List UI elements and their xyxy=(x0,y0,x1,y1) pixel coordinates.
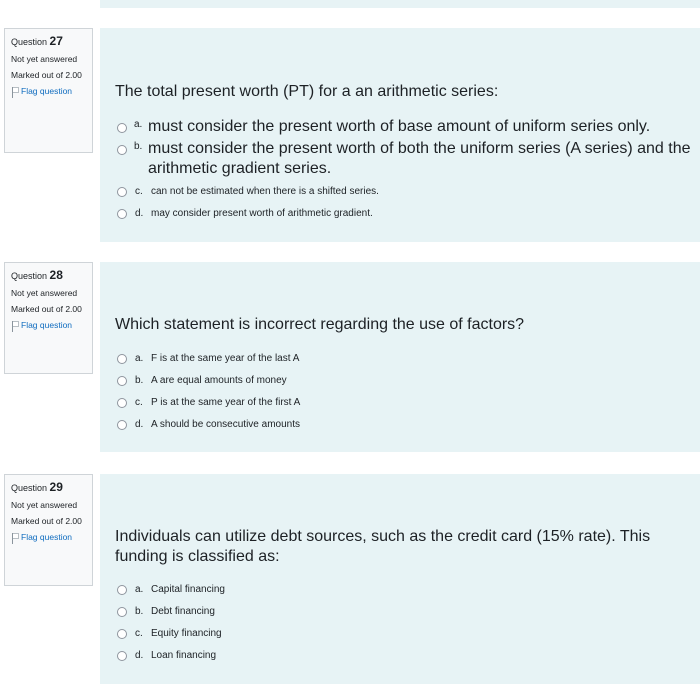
answer-option[interactable]: d. may consider present worth of arithmetic gradient. xyxy=(117,203,700,225)
radio-button[interactable] xyxy=(117,629,127,639)
flag-question-button[interactable]: Flag question xyxy=(11,532,86,544)
radio-button[interactable] xyxy=(117,209,127,219)
answer-option[interactable]: b. Debt financing xyxy=(117,601,700,623)
radio-button[interactable] xyxy=(117,376,127,386)
question-info-28 xyxy=(4,262,93,374)
answer-option[interactable]: c. P is at the same year of the first A xyxy=(117,392,700,414)
question-mark: Marked out of 2.00 xyxy=(11,70,82,80)
question-state: Not yet answered xyxy=(11,288,78,298)
radio-button[interactable] xyxy=(117,123,127,133)
question-mark: Marked out of 2.00 xyxy=(11,516,82,526)
previous-question-bottom xyxy=(100,0,700,8)
question-mark: Marked out of 2.00 xyxy=(11,304,82,314)
radio-button[interactable] xyxy=(117,420,127,430)
question-text: Individuals can utilize debt sources, such as the credit card (15% rate). This funding is classified as: xyxy=(115,528,651,565)
question-content-28 xyxy=(100,262,700,452)
flag-question-button[interactable]: Flag question xyxy=(11,86,86,98)
question-state: Not yet answered xyxy=(11,500,78,510)
radio-button[interactable] xyxy=(117,607,127,617)
flag-icon xyxy=(11,86,19,98)
answer-option[interactable]: d. Loan financing xyxy=(117,645,700,667)
answer-option[interactable]: d. A should be consecutive amounts xyxy=(117,414,700,436)
question-number: Question 29 xyxy=(11,480,63,494)
question-number: Question 27 xyxy=(11,34,63,48)
flag-icon xyxy=(11,320,19,332)
answer-list xyxy=(115,348,700,436)
question-content-29 xyxy=(100,474,700,684)
question-state: Not yet answered xyxy=(11,54,78,64)
radio-button[interactable] xyxy=(117,187,127,197)
question-info-27 xyxy=(4,28,93,153)
radio-button[interactable] xyxy=(117,585,127,595)
question-content-27 xyxy=(100,28,700,242)
radio-button[interactable] xyxy=(117,651,127,661)
question-text: The total present worth (PT) for a an arithmetic series: xyxy=(115,83,499,100)
answer-option[interactable]: a. Capital financing xyxy=(117,579,700,601)
answer-option[interactable]: c. Equity financing xyxy=(117,623,700,645)
answer-option[interactable]: b. A are equal amounts of money xyxy=(117,370,700,392)
question-number: Question 28 xyxy=(11,268,63,282)
question-text: Which statement is incorrect regarding the use of factors? xyxy=(115,316,525,333)
flag-icon xyxy=(11,532,19,544)
answer-option[interactable]: b. must consider the present worth of both the uniform series (A series) and the arithmetic gradient series. xyxy=(117,139,700,179)
flag-question-button[interactable]: Flag question xyxy=(11,320,86,332)
answer-option[interactable]: a. must consider the present worth of base amount of uniform series only. xyxy=(117,117,700,137)
answer-option[interactable]: a. F is at the same year of the last A xyxy=(117,348,700,370)
radio-button[interactable] xyxy=(117,398,127,408)
radio-button[interactable] xyxy=(117,354,127,364)
radio-button[interactable] xyxy=(117,145,127,155)
answer-list xyxy=(115,117,700,225)
answer-list xyxy=(115,579,700,667)
answer-option[interactable]: c. can not be estimated when there is a shifted series. xyxy=(117,181,700,203)
question-info-29 xyxy=(4,474,93,586)
